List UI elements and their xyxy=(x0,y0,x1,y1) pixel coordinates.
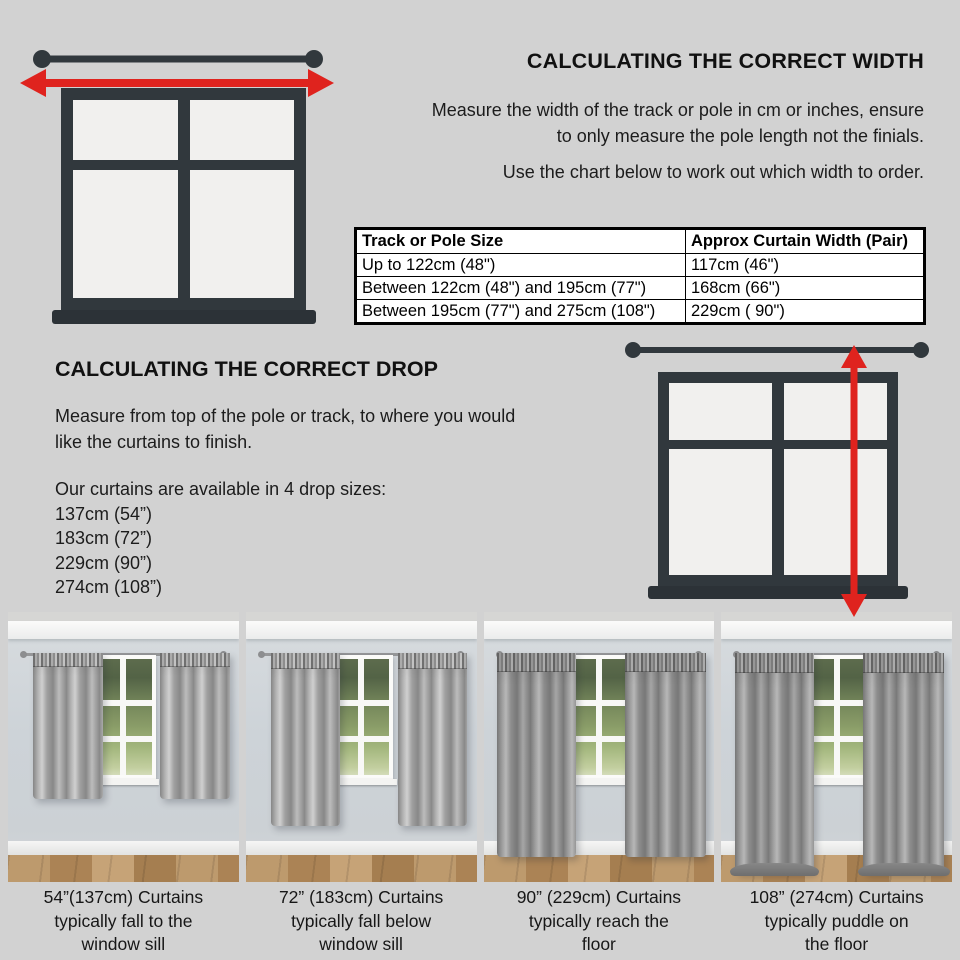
drop-sizes-list xyxy=(55,477,386,600)
caption-line: window sill xyxy=(81,934,166,954)
width-intro-line2: to only measure the pole length not the finials. xyxy=(556,126,924,146)
width-measure-diagram xyxy=(16,38,338,330)
table-cell-width: 117cm (46") xyxy=(685,254,924,277)
window-mullion xyxy=(571,736,628,742)
window-mullion xyxy=(358,659,364,775)
photo-caption-108in xyxy=(721,886,952,957)
curtain-pole-icon xyxy=(33,50,323,68)
photo-caption-72in xyxy=(246,886,477,957)
table-cell-width: 168cm (66") xyxy=(685,277,924,300)
wood-floor xyxy=(8,855,239,882)
curtain-panel-left xyxy=(497,653,575,857)
caption-line: 90” (229cm) Curtains xyxy=(516,887,682,907)
window-frame xyxy=(52,88,316,324)
drop-size-item: 229cm (90”) xyxy=(55,552,153,573)
window-mullion xyxy=(333,736,390,742)
curtain-pole-icon xyxy=(625,342,929,358)
window-mullion xyxy=(808,736,865,742)
width-chart-hint: Use the chart below to work out which width to order. xyxy=(502,162,924,182)
window xyxy=(804,655,869,779)
caption-line: typically reach the xyxy=(528,910,669,931)
caption-line: floor xyxy=(581,934,616,954)
photo-caption-90in xyxy=(484,886,715,957)
drop-measure-diagram xyxy=(616,336,938,624)
photo-caption-54in xyxy=(8,886,239,957)
baseboard xyxy=(8,841,239,855)
drop-size-item: 274cm (108”) xyxy=(55,577,163,597)
table-row xyxy=(356,277,924,300)
wood-floor xyxy=(246,855,477,882)
width-section-title: CALCULATING THE CORRECT WIDTH xyxy=(526,49,924,73)
caption-line: 72” (183cm) Curtains xyxy=(278,887,444,907)
drop-section-intro xyxy=(55,403,615,455)
curtain-panel-left xyxy=(735,653,813,873)
curtain-panel-left xyxy=(271,653,340,826)
window-with-pole-illustration xyxy=(16,38,338,330)
drop-intro-line2: like the curtains to finish. xyxy=(55,432,253,452)
window-frame xyxy=(648,372,908,599)
size-table xyxy=(355,228,925,324)
table-cell-track: Up to 122cm (48") xyxy=(356,254,685,277)
curtain-photo-90in xyxy=(484,612,715,882)
caption-line: the floor xyxy=(805,934,869,954)
curtain-panel-left xyxy=(33,653,102,799)
photo-captions-row xyxy=(0,886,960,957)
caption-line: 54”(137cm) Curtains xyxy=(43,887,204,907)
curtain-photo-54in xyxy=(8,612,239,882)
width-intro-line1: Measure the width of the track or pole in cm or inches, ensure xyxy=(431,100,924,120)
table-row xyxy=(356,300,924,324)
table-header-width: Approx Curtain Width (Pair) xyxy=(685,229,924,254)
window-mullion xyxy=(120,659,126,775)
drop-size-item: 137cm (54”) xyxy=(55,503,153,524)
size-table-header-row xyxy=(356,229,924,254)
curtain-photo-72in xyxy=(246,612,477,882)
curtain-panel-right xyxy=(863,653,944,873)
drop-size-item: 183cm (72”) xyxy=(55,528,153,548)
window-mullion xyxy=(571,700,628,706)
caption-line: typically fall to the xyxy=(54,910,193,931)
window-with-pole-illustration xyxy=(616,336,938,624)
caption-line: typically puddle on xyxy=(764,910,909,931)
curtain-panel-right xyxy=(398,653,467,826)
cornice xyxy=(246,621,477,639)
table-row xyxy=(356,254,924,277)
table-cell-track: Between 195cm (77") and 275cm (108") xyxy=(356,300,685,324)
window-mullion xyxy=(834,659,840,775)
curtain-photo-108in xyxy=(721,612,952,882)
window xyxy=(567,655,632,779)
curtain-panel-right xyxy=(160,653,229,799)
drop-section-title: CALCULATING THE CORRECT DROP xyxy=(55,357,439,381)
window-mullion xyxy=(808,700,865,706)
curtain-length-photos xyxy=(0,612,960,882)
window-mullion xyxy=(596,659,602,775)
table-cell-width: 229cm ( 90") xyxy=(685,300,924,324)
drop-sizes-intro: Our curtains are available in 4 drop sizes: xyxy=(55,479,387,499)
window-mullion xyxy=(95,700,152,706)
window-mullion xyxy=(95,736,152,742)
ceiling xyxy=(8,612,239,621)
ceiling xyxy=(246,612,477,621)
table-cell-track: Between 122cm (48") and 195cm (77") xyxy=(356,277,685,300)
table-header-track: Track or Pole Size xyxy=(356,229,685,254)
window-mullion xyxy=(333,700,390,706)
cornice xyxy=(8,621,239,639)
drop-intro-line1: Measure from top of the pole or track, to where you would xyxy=(55,406,516,426)
caption-line: window sill xyxy=(319,934,403,954)
caption-line: 108” (274cm) Curtains xyxy=(749,887,924,907)
curtain-panel-right xyxy=(625,653,706,857)
width-section-intro xyxy=(350,97,924,149)
wood-floor xyxy=(484,855,715,882)
caption-line: typically fall below xyxy=(291,910,432,931)
baseboard xyxy=(246,841,477,855)
